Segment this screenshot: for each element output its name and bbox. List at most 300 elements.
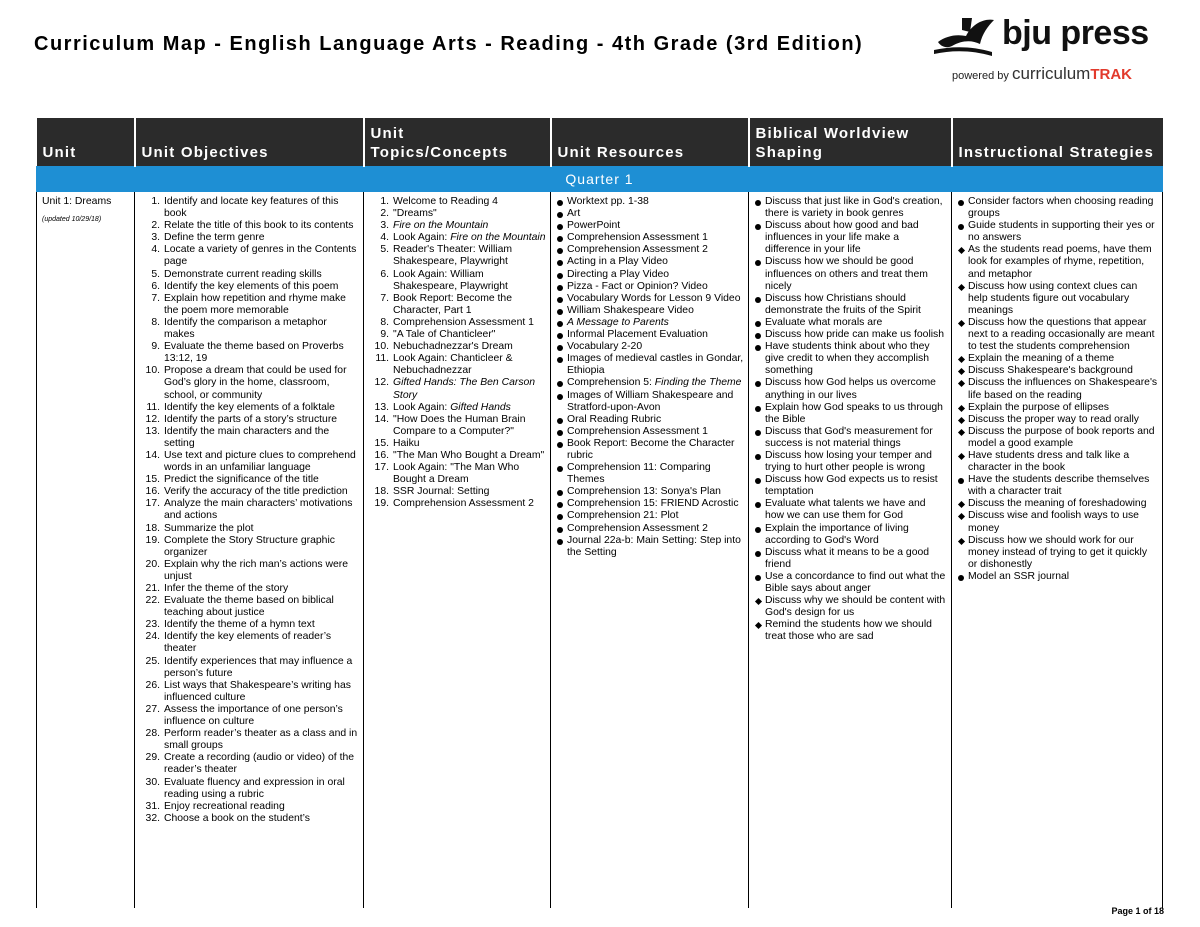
resource-text: Images of William Shakespeare and Stratford-upon-Avon xyxy=(567,389,734,413)
resources-cell xyxy=(551,192,749,909)
strategy-item-text: Discuss how we should work for our money instead of trying to get it quickly or dishonestly xyxy=(968,534,1148,570)
objective-text: List ways that Shakespeare’s writing has influenced culture xyxy=(164,679,351,703)
topic-item xyxy=(369,486,546,498)
item-number: 20. xyxy=(145,558,160,570)
resource-text: Vocabulary Words for Lesson 9 Video xyxy=(567,292,741,304)
topic-text: Comprehension Assessment 2 xyxy=(393,498,534,510)
item-number: 13. xyxy=(145,425,160,437)
objective-text: Enjoy recreational reading xyxy=(164,800,285,812)
topic-item xyxy=(369,462,546,486)
worldview-item-text: Discuss how Christians should demonstrate the fruits of the Spirit xyxy=(765,292,921,316)
item-number: 13. xyxy=(374,401,389,413)
strategy-item-text: Have students dress and talk like a character in the book xyxy=(968,449,1130,474)
strategy-item-text: Guide students in supporting their yes or no answers xyxy=(968,220,1155,244)
topic-text: SSR Journal: Setting xyxy=(393,486,490,498)
worldview-item xyxy=(754,498,947,522)
objective-text: Evaluate the theme based on Proverbs 13:12, 19 xyxy=(164,341,344,365)
resource-item xyxy=(556,523,744,535)
objective-text: Identify and locate key features of this book xyxy=(164,196,339,220)
column-header-topics: Unit Topics/Concepts xyxy=(364,118,551,167)
objective-item xyxy=(140,220,359,232)
resource-text: Comprehension Assessment 2 xyxy=(567,522,708,534)
strategy-item-text: Discuss how the questions that appear next to a reading occasionally are meant to test the students comprehension xyxy=(968,316,1155,353)
item-number: 9. xyxy=(151,341,160,353)
item-number: 24. xyxy=(145,631,160,643)
resource-text: Pizza - Fact or Opinion? Video xyxy=(567,280,708,292)
worldview-item xyxy=(754,341,947,377)
item-number: 3. xyxy=(151,232,160,244)
topic-text: Look Again: xyxy=(393,401,451,413)
objective-text: Demonstrate current reading skills xyxy=(164,268,322,280)
objective-text: Explain why the rich man’s actions were unjust xyxy=(164,558,349,582)
item-number: 7. xyxy=(151,292,160,304)
resource-text: A Message to Parents xyxy=(567,316,669,328)
item-number: 12. xyxy=(374,377,389,389)
worldview-item xyxy=(754,220,947,256)
strategy-item xyxy=(957,402,1158,414)
item-number: 23. xyxy=(145,619,160,631)
resource-item xyxy=(556,377,744,389)
topic-item xyxy=(369,377,546,401)
objective-item xyxy=(140,801,359,813)
item-number: 14. xyxy=(374,413,389,425)
resource-text: Acting in a Play Video xyxy=(567,256,668,268)
objective-text: Propose a dream that could be used for God’s glory in the home, classroom, school, or community xyxy=(164,365,347,401)
topic-text: Gifted Hands: The Ben Carson Story xyxy=(393,377,536,401)
item-number: 3. xyxy=(380,220,389,232)
item-number: 2. xyxy=(151,220,160,232)
unit-cell xyxy=(37,192,135,909)
topic-item xyxy=(369,232,546,244)
item-number: 15. xyxy=(374,437,389,449)
worldview-item xyxy=(754,402,947,426)
objective-text: Identify the key elements of this poem xyxy=(164,280,339,292)
strategy-item xyxy=(957,244,1158,280)
resource-text: Comprehension 21: Plot xyxy=(567,510,679,522)
item-number: 25. xyxy=(145,655,160,667)
objective-text: Create a recording (audio or video) of the reader’s theater xyxy=(164,752,355,776)
item-number: 18. xyxy=(374,486,389,498)
item-number: 22. xyxy=(145,595,160,607)
resource-text: Vocabulary 2-20 xyxy=(567,341,643,353)
item-number: 28. xyxy=(145,728,160,740)
objective-item xyxy=(140,317,359,341)
worldview-item-text: Discuss how pride can make us foolish xyxy=(765,329,945,341)
strategy-item-text: Discuss Shakespeare's background xyxy=(968,365,1133,377)
worldview-list xyxy=(754,196,947,643)
objective-text: Explain how repetition and rhyme make the poem more memorable xyxy=(164,292,346,316)
strategy-item xyxy=(957,498,1158,510)
page-title: Curriculum Map - English Language Arts - Reading - 4th Grade (3rd Edition) xyxy=(34,33,864,55)
resource-text: Comprehension Assessment 2 xyxy=(567,244,708,256)
topic-item xyxy=(369,220,546,232)
strategy-item xyxy=(957,571,1158,583)
resource-item xyxy=(556,486,744,498)
objective-item xyxy=(140,269,359,281)
resource-text: Art xyxy=(567,208,581,220)
strategy-item-text: Model an SSR journal xyxy=(968,570,1070,582)
objective-text: Analyze the main characters’ motivations and actions xyxy=(164,498,353,522)
resource-item xyxy=(556,462,744,486)
worldview-item xyxy=(754,595,947,619)
topic-text: "How Does the Human Brain Compare to a Computer?" xyxy=(393,413,526,437)
resource-text: Journal 22a-b: Main Setting: Step into the Setting xyxy=(567,534,741,558)
item-number: 4. xyxy=(380,232,389,244)
trak-brand: TRAK xyxy=(1090,66,1133,83)
topic-text: Look Again: xyxy=(393,232,451,244)
worldview-item-text: Remind the students how we should treat those who are sad xyxy=(765,619,932,643)
objective-text: Predict the significance of the title xyxy=(164,474,319,486)
objective-item xyxy=(140,631,359,655)
strategy-item xyxy=(957,365,1158,377)
topic-text: Nebuchadnezzar's Dream xyxy=(393,341,513,353)
topic-text: Fire on the Mountain xyxy=(393,220,489,232)
topic-item xyxy=(369,438,546,450)
worldview-item-text: Discuss that God's measurement for success is not material things xyxy=(765,425,933,449)
objective-item xyxy=(140,196,359,220)
resource-item xyxy=(556,329,744,341)
objective-text: Identify the key elements of a folktale xyxy=(164,401,335,413)
resource-item xyxy=(556,269,744,281)
worldview-item xyxy=(754,547,947,571)
strategy-item xyxy=(957,220,1158,244)
item-number: 19. xyxy=(374,498,389,510)
topic-item xyxy=(369,353,546,377)
objective-item xyxy=(140,559,359,583)
strategies-cell xyxy=(952,192,1163,909)
topic-title: Fire on the Mountain xyxy=(450,232,546,244)
resource-item xyxy=(556,438,744,462)
strategy-item-text: Have the students describe themselves with a character trait xyxy=(968,474,1150,498)
objective-text: Identify the theme of a hymn text xyxy=(164,619,315,631)
worldview-item-text: Discuss how losing your temper and trying to hurt other people is wrong xyxy=(765,449,932,474)
objective-item xyxy=(140,232,359,244)
powered-by-line xyxy=(952,64,1132,84)
worldview-item-text: Discuss why we should be content with God's design for us xyxy=(765,595,946,619)
item-number: 11. xyxy=(375,353,389,365)
objectives-cell xyxy=(135,192,364,909)
worldview-item-text: Discuss how God helps us overcome anything in our lives xyxy=(765,377,936,401)
objective-item xyxy=(140,752,359,776)
resource-item xyxy=(556,220,744,232)
worldview-item-text: Discuss how God expects us to resist temptation xyxy=(765,474,938,498)
objective-item xyxy=(140,535,359,559)
topic-text: "A Tale of Chanticleer" xyxy=(393,329,496,341)
item-number: 12. xyxy=(145,413,160,425)
objective-text: Locate a variety of genres in the Contents page xyxy=(164,244,357,268)
topic-item xyxy=(369,293,546,317)
topics-cell xyxy=(364,192,551,909)
strategy-item xyxy=(957,426,1158,450)
resource-item xyxy=(556,256,744,268)
resource-item xyxy=(556,390,744,414)
strategy-item xyxy=(957,450,1158,474)
worldview-item-text: Explain the importance of living according to God's Word xyxy=(765,522,909,546)
resource-text: Images of medieval castles in Gondar, Ethiopia xyxy=(567,353,744,377)
resource-text: William Shakespeare Video xyxy=(567,304,694,316)
objective-item xyxy=(140,523,359,535)
item-number: 10. xyxy=(145,365,160,377)
resource-item xyxy=(556,353,744,377)
curriculum-brand: curriculum xyxy=(1011,64,1091,83)
item-number: 5. xyxy=(151,268,160,280)
topic-text: Look Again: William Shakespeare, Playwright xyxy=(393,268,508,292)
objective-text: Perform reader’s theater as a class and in small groups xyxy=(164,728,358,752)
topic-item xyxy=(369,317,546,329)
strategy-item-text: Explain the purpose of ellipses xyxy=(968,401,1109,413)
worldview-item xyxy=(754,256,947,292)
strategy-item xyxy=(957,474,1158,498)
strategy-item-text: Discuss the influences on Shakespeare's life based on the reading xyxy=(968,377,1158,401)
topic-item xyxy=(369,208,546,220)
resource-item xyxy=(556,426,744,438)
item-number: 17. xyxy=(374,462,389,474)
item-number: 6. xyxy=(151,280,160,292)
worldview-item xyxy=(754,317,947,329)
topic-text: "Dreams" xyxy=(393,208,437,220)
strategy-item xyxy=(957,535,1158,571)
topic-text: Haiku xyxy=(393,437,420,449)
objective-item xyxy=(140,341,359,365)
item-number: 1. xyxy=(380,196,389,207)
resource-item xyxy=(556,196,744,208)
resource-text: Oral Reading Rubric xyxy=(567,413,662,425)
objective-item xyxy=(140,583,359,595)
worldview-item xyxy=(754,293,947,317)
resource-item xyxy=(556,293,744,305)
item-number: 4. xyxy=(151,244,160,256)
topic-item xyxy=(369,329,546,341)
item-number: 9. xyxy=(380,329,389,341)
strategy-item xyxy=(957,281,1158,317)
item-number: 16. xyxy=(145,486,160,498)
objective-item xyxy=(140,704,359,728)
worldview-item xyxy=(754,377,947,401)
objective-item xyxy=(140,680,359,704)
unit-row xyxy=(37,192,1163,909)
resources-list xyxy=(556,196,744,559)
resource-text: PowerPoint xyxy=(567,220,621,232)
strategy-item-text: Discuss wise and foolish ways to use money xyxy=(968,510,1139,534)
item-number: 8. xyxy=(151,316,160,328)
column-header-worldview: Biblical Worldview Shaping xyxy=(749,118,952,167)
worldview-cell xyxy=(749,192,952,909)
resource-title: Finding the Theme xyxy=(654,377,742,389)
strategy-item xyxy=(957,377,1158,401)
objective-text: Identify the parts of a story’s structure xyxy=(164,413,338,425)
objective-item xyxy=(140,402,359,414)
worldview-item-text: Discuss how we should be good influences on others and treat them nicely xyxy=(765,256,928,292)
topic-text: "The Man Who Bought a Dream" xyxy=(393,449,545,461)
resource-item xyxy=(556,341,744,353)
strategy-item-text: Discuss the meaning of foreshadowing xyxy=(968,498,1147,510)
worldview-item xyxy=(754,619,947,643)
topic-text: Look Again: Chanticleer & Nebuchadnezzar xyxy=(393,353,513,377)
objective-item xyxy=(140,244,359,268)
objective-text: Identify the comparison a metaphor makes xyxy=(164,316,327,341)
objective-text: Identify the key elements of reader’s theater xyxy=(164,631,332,655)
worldview-item xyxy=(754,571,947,595)
item-number: 19. xyxy=(145,534,160,546)
objective-item xyxy=(140,281,359,293)
item-number: 10. xyxy=(374,341,389,353)
resource-item xyxy=(556,232,744,244)
item-number: 27. xyxy=(145,703,160,715)
topic-text: Look Again: "The Man Who Bought a Dream xyxy=(393,462,520,486)
worldview-item-text: Discuss what it means to be a good friend xyxy=(765,546,930,570)
strategy-item xyxy=(957,353,1158,365)
topic-item xyxy=(369,244,546,268)
item-number: 30. xyxy=(145,776,160,788)
page-number: Page 1 of 18 xyxy=(1111,906,1164,916)
strategy-item xyxy=(957,196,1158,220)
resource-item xyxy=(556,208,744,220)
column-header-resources: Unit Resources xyxy=(551,118,749,167)
resource-text: Comprehension Assessment 1 xyxy=(567,425,708,437)
worldview-item xyxy=(754,450,947,474)
topic-text: Reader's Theater: William Shakespeare, Playwright xyxy=(393,244,513,268)
strategy-item-text: As the students read poems, have them look for examples of rhyme, repetition, and metaphor xyxy=(968,244,1152,280)
strategy-item-text: Explain the meaning of a theme xyxy=(968,353,1115,365)
objective-text: Identify the main characters and the setting xyxy=(164,425,330,449)
resource-item xyxy=(556,498,744,510)
objective-item xyxy=(140,486,359,498)
strategy-item xyxy=(957,510,1158,534)
topic-item xyxy=(369,450,546,462)
objective-item xyxy=(140,777,359,801)
unit-name: Unit 1: Dreams xyxy=(42,196,112,207)
quarter-row xyxy=(37,167,1163,192)
objective-item xyxy=(140,619,359,631)
objective-item xyxy=(140,656,359,680)
resource-item xyxy=(556,244,744,256)
resource-text: Comprehension 5: xyxy=(567,377,655,389)
item-number: 26. xyxy=(145,679,160,691)
strategy-item-text: Discuss the purpose of book reports and model a good example xyxy=(968,425,1155,449)
item-number: 16. xyxy=(374,449,389,461)
resource-text: Directing a Play Video xyxy=(567,268,670,280)
objective-text: Summarize the plot xyxy=(164,522,254,534)
objective-text: Infer the theme of the story xyxy=(164,583,289,594)
bju-press-logo xyxy=(932,12,1168,84)
resource-item xyxy=(556,535,744,559)
strategy-item-text: Discuss how using context clues can help students figure out vocabulary meanings xyxy=(968,280,1138,316)
worldview-item xyxy=(754,426,947,450)
topic-item xyxy=(369,402,546,414)
worldview-item-text: Discuss about how good and bad influences in your life make a difference in your life xyxy=(765,220,919,256)
objective-item xyxy=(140,365,359,401)
quarter-label: Quarter 1 xyxy=(37,167,1163,192)
item-number: 21. xyxy=(145,583,160,594)
objective-text: Define the term genre xyxy=(164,232,265,244)
topic-item xyxy=(369,196,546,208)
resource-text: Comprehension 15: FRIEND Acrostic xyxy=(567,498,739,510)
column-header-objectives: Unit Objectives xyxy=(135,118,364,167)
item-number: 15. xyxy=(145,474,160,486)
objective-text: Complete the Story Structure graphic organizer xyxy=(164,534,335,558)
resource-item xyxy=(556,510,744,522)
item-number: 14. xyxy=(145,449,160,461)
item-number: 2. xyxy=(380,208,389,220)
topic-text: Comprehension Assessment 1 xyxy=(393,316,534,328)
item-number: 17. xyxy=(145,498,160,510)
objective-item xyxy=(140,498,359,522)
item-number: 6. xyxy=(380,268,389,280)
objective-item xyxy=(140,595,359,619)
resource-text: Comprehension 13: Sonya's Plan xyxy=(567,486,721,498)
objective-item xyxy=(140,813,359,825)
objectives-list xyxy=(140,196,359,825)
topic-item xyxy=(369,341,546,353)
resource-item xyxy=(556,317,744,329)
worldview-item-text: Evaluate what morals are xyxy=(765,316,883,328)
strategy-item xyxy=(957,414,1158,426)
column-header-strategies: Instructional Strategies xyxy=(952,118,1163,167)
objective-item xyxy=(140,414,359,426)
worldview-item-text: Have students think about who they give credit to when they accomplish something xyxy=(765,341,930,377)
item-number: 18. xyxy=(145,522,160,534)
bju-press-logo-mark-icon xyxy=(932,14,998,58)
resource-text: Comprehension 11: Comparing Themes xyxy=(567,462,711,486)
table-header-row xyxy=(37,118,1163,167)
column-header-unit: Unit xyxy=(37,118,135,167)
topic-item xyxy=(369,498,546,510)
unit-updated-date: (updated 10/29/18) xyxy=(42,216,102,224)
topic-item xyxy=(369,269,546,293)
worldview-item xyxy=(754,474,947,498)
worldview-item xyxy=(754,329,947,341)
topic-text: Welcome to Reading 4 xyxy=(393,196,498,207)
worldview-item xyxy=(754,523,947,547)
objective-text: Relate the title of this book to its contents xyxy=(164,220,354,232)
objective-item xyxy=(140,728,359,752)
worldview-item xyxy=(754,196,947,220)
resource-text: Book Report: Become the Character rubric xyxy=(567,437,735,461)
objective-text: Identify experiences that may influence a person’s future xyxy=(164,655,353,679)
powered-by-label: powered by xyxy=(952,70,1009,82)
objective-item xyxy=(140,474,359,486)
objective-text: Assess the importance of one person’s influence on culture xyxy=(164,703,343,728)
strategy-item xyxy=(957,317,1158,353)
objective-item xyxy=(140,450,359,474)
objective-text: Evaluate the theme based on biblical teaching about justice xyxy=(164,595,334,619)
strategies-list xyxy=(957,196,1158,583)
logo-wordmark: bju press xyxy=(1002,14,1149,52)
item-number: 8. xyxy=(380,316,389,328)
objective-text: Choose a book on the student’s xyxy=(164,812,310,824)
item-number: 29. xyxy=(145,752,160,764)
resource-item xyxy=(556,414,744,426)
topic-item xyxy=(369,414,546,438)
worldview-item-text: Explain how God speaks to us through the Bible xyxy=(765,401,943,425)
resource-text: Comprehension Assessment 1 xyxy=(567,232,708,244)
curriculum-map-table xyxy=(36,118,1163,908)
worldview-item-text: Use a concordance to find out what the Bible says about anger xyxy=(765,570,946,594)
item-number: 32. xyxy=(145,812,160,824)
item-number: 31. xyxy=(145,800,160,812)
topic-title: Gifted Hands xyxy=(450,401,511,413)
objective-item xyxy=(140,426,359,450)
resource-item xyxy=(556,281,744,293)
objective-text: Evaluate fluency and expression in oral reading using a rubric xyxy=(164,776,345,800)
resource-text: Informal Placement Evaluation xyxy=(567,329,708,341)
item-number: 1. xyxy=(151,196,160,207)
strategy-item-text: Discuss the proper way to read orally xyxy=(968,413,1139,425)
item-number: 11. xyxy=(146,401,160,413)
resource-text: Worktext pp. 1-38 xyxy=(567,196,649,207)
objective-text: Use text and picture clues to comprehend words in an unfamiliar language xyxy=(164,449,356,474)
strategy-item-text: Consider factors when choosing reading groups xyxy=(968,196,1154,220)
